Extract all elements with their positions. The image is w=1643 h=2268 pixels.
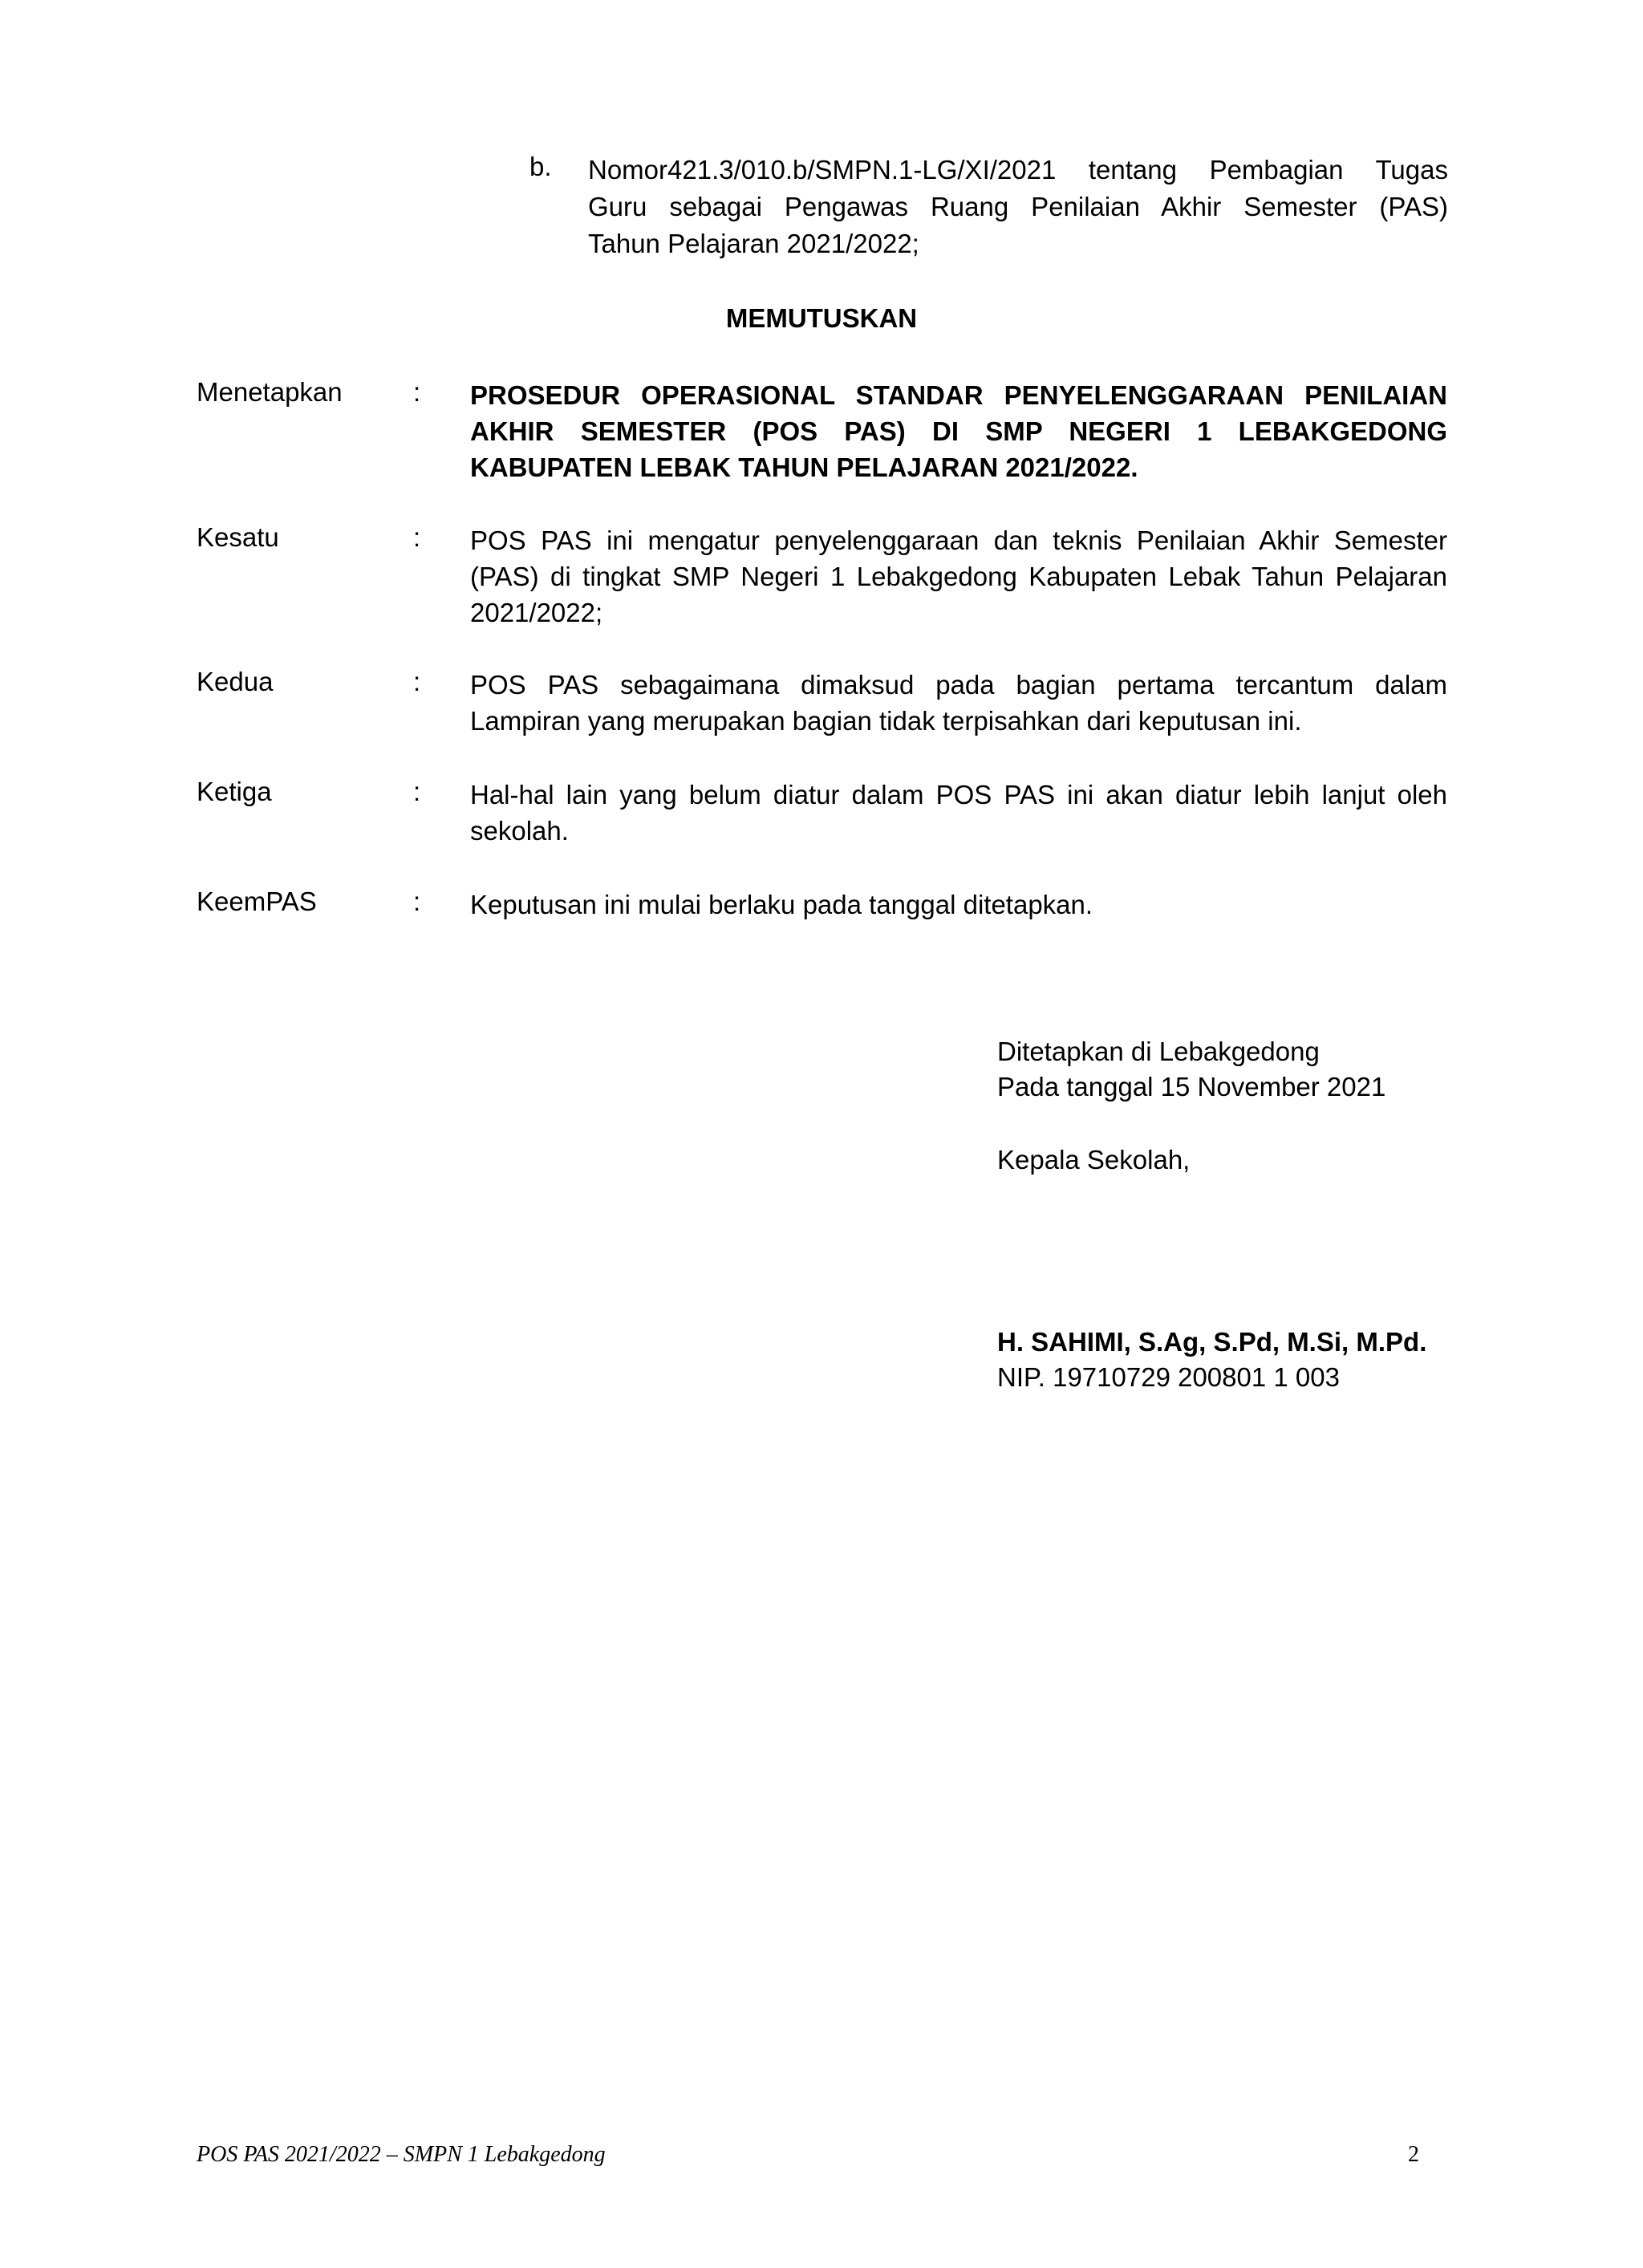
- signature-position: Kepala Sekolah,: [997, 1145, 1191, 1175]
- consideration-line: Guru sebagai Pengawas Ruang Penilaian Akhir Semester (PAS): [588, 192, 1448, 221]
- page-footer: POS PAS 2021/2022 – SMPN 1 Lebakgedong: [197, 2142, 606, 2167]
- decision-label-ketiga: Ketiga: [197, 777, 272, 806]
- decision-line: 2021/2022;: [470, 598, 603, 627]
- decision-line: sekolah.: [470, 816, 569, 846]
- page-number: 2: [1408, 2142, 1419, 2167]
- decision-text-kedua: [470, 667, 1447, 739]
- decision-heading: MEMUTUSKAN: [725, 303, 918, 333]
- decision-line: (PAS) di tingkat SMP Negeri 1 Lebakgedong Kabupaten Lebak Tahun Pelajaran: [470, 562, 1447, 591]
- decision-text-ketiga: [470, 777, 1447, 849]
- decision-line: Hal-hal lain yang belum diatur dalam POS PAS ini akan diatur lebih lanjut oleh: [470, 780, 1447, 809]
- decision-label-kedua: Kedua: [197, 667, 274, 696]
- decision-label-kesatu: Kesatu: [197, 522, 279, 552]
- decision-colon: :: [413, 887, 421, 916]
- decision-line: POS PAS sebagaimana dimaksud pada bagian pertama tercantum dalam: [470, 670, 1447, 700]
- list-marker: b.: [529, 152, 552, 181]
- decision-colon: :: [413, 667, 421, 696]
- signatory-nip: NIP. 19710729 200801 1 003: [997, 1362, 1340, 1392]
- decision-line: KABUPATEN LEBAK TAHUN PELAJARAN 2021/2022.: [470, 452, 1138, 482]
- decision-text-kesatu: [470, 522, 1447, 631]
- decision-line: Keputusan ini mulai berlaku pada tanggal ditetapkan.: [470, 890, 1093, 919]
- decision-line: POS PAS ini mengatur penyelenggaraan dan teknis Penilaian Akhir Semester: [470, 525, 1447, 555]
- signatory-name: H. SAHIMI, S.Ag, S.Pd, M.Si, M.Pd.: [997, 1327, 1427, 1357]
- consideration-item-b: [588, 152, 1448, 262]
- decision-line: AKHIR SEMESTER (POS PAS) DI SMP NEGERI 1 LEBAKGEDONG: [470, 416, 1447, 446]
- decision-colon: :: [413, 377, 421, 407]
- consideration-line: Tahun Pelajaran 2021/2022;: [588, 229, 919, 258]
- signature-place: Ditetapkan di Lebakgedong: [997, 1037, 1320, 1066]
- decision-label-keempat: KeemPAS: [197, 887, 317, 916]
- decision-colon: :: [413, 522, 421, 552]
- decision-line: Lampiran yang merupakan bagian tidak terpisahkan dari keputusan ini.: [470, 706, 1302, 736]
- signature-date: Pada tanggal 15 November 2021: [997, 1072, 1386, 1102]
- decision-label-menetapkan: Menetapkan: [197, 377, 343, 407]
- decision-text-menetapkan: [470, 377, 1447, 485]
- decision-line: PROSEDUR OPERASIONAL STANDAR PENYELENGGARAAN PENILAIAN: [470, 380, 1447, 410]
- decision-colon: :: [413, 777, 421, 806]
- decision-text-keempat: [470, 887, 1447, 923]
- consideration-line: Nomor421.3/010.b/SMPN.1-LG/XI/2021 tentang Pembagian Tugas: [588, 155, 1448, 185]
